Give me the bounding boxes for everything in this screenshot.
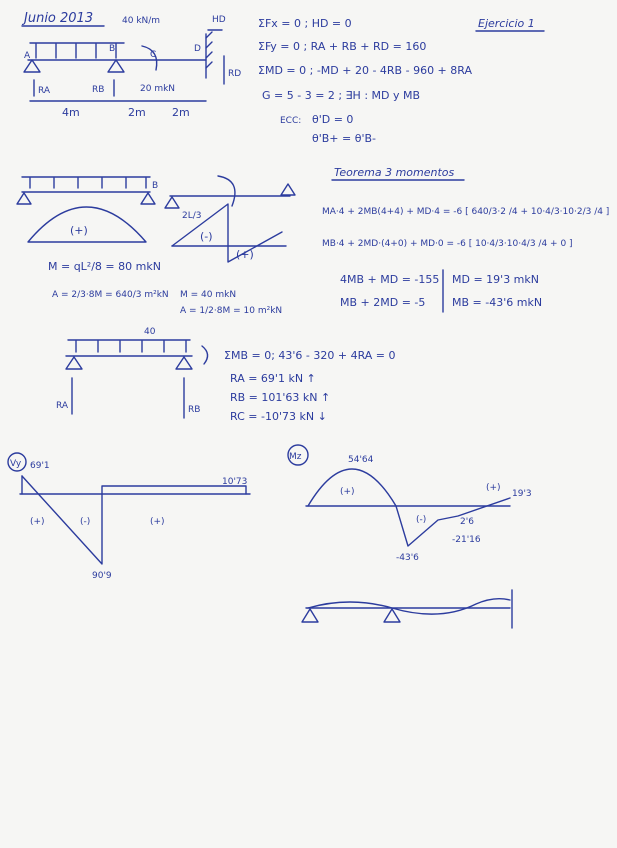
- eq-hyperstatic-degree: G = 5 - 3 = 2 ; ∃H : MD y MB: [262, 89, 421, 102]
- support-a-icon: [24, 60, 40, 72]
- load-40: 40: [144, 327, 156, 337]
- formula-m: M = qL²/8 = 80 mkN: [48, 260, 161, 273]
- support-3a-icon: [165, 197, 179, 208]
- eq-sum-mb: ΣMB = 0; 43'6 - 320 + 4RA = 0: [224, 349, 396, 362]
- moment-sign-2: (-): [416, 515, 427, 525]
- deflected-shape: [302, 590, 512, 628]
- shear-sign-1: (+): [30, 517, 45, 527]
- ra-label-2: RA: [56, 401, 69, 411]
- moment-label: Mz: [289, 452, 302, 462]
- reaction-ra: RA = 69'1 kN ↑: [230, 372, 316, 385]
- moment-diagram: [288, 445, 532, 563]
- equilibrium-block: [258, 17, 472, 145]
- moment-arc-2-icon: [218, 176, 235, 206]
- load-arrows: [36, 44, 116, 58]
- moment-label: 20 mkN: [140, 84, 176, 94]
- load-arrows-2: [30, 178, 146, 188]
- dim-4m: 4m: [62, 106, 80, 119]
- formula-m2: M = 40 mkN: [180, 290, 237, 300]
- support-2a-icon: [17, 193, 31, 204]
- three-moments-eq-1: MA·4 + 2MB(4+4) + MD·4 = -6 [ 640/3·2 /4 + 10·4/3·10·2/3 /4 ]: [322, 207, 610, 217]
- moment-m1: 54'64: [348, 455, 374, 465]
- rb-label-2: RB: [188, 405, 201, 415]
- moment-sign-3: (+): [486, 483, 501, 493]
- load-arrows-3: [76, 341, 186, 352]
- wall-hatch-icon: [206, 32, 212, 68]
- support-4b-icon: [176, 357, 192, 369]
- system-eq-1: 4MB + MD = -155: [340, 273, 440, 286]
- shear-v1: 69'1: [30, 461, 50, 471]
- support-def-a-icon: [302, 609, 318, 622]
- exercise-label: Ejercicio 1: [478, 17, 535, 30]
- rb-label: RB: [92, 85, 105, 95]
- support-4a-icon: [66, 357, 82, 369]
- node-b: B: [109, 44, 116, 54]
- reactions-sketch: [56, 327, 396, 423]
- deflection-curve: [308, 599, 510, 614]
- sign-plus-1: (+): [70, 224, 88, 237]
- shear-v2: 10'73: [222, 477, 248, 487]
- support-2b-icon: [141, 193, 155, 204]
- three-moments-block: [322, 166, 609, 312]
- load-label: 40 kN/m: [122, 16, 161, 26]
- sign-minus-1: (-): [200, 230, 213, 243]
- beam-sketch: [24, 15, 241, 119]
- support-3b-icon: [281, 184, 295, 195]
- ra-label: RA: [38, 86, 51, 96]
- three-moments-heading: Teorema 3 momentos: [334, 166, 455, 179]
- moment-arc-3-icon: [202, 346, 208, 364]
- shear-sign-3: (+): [150, 517, 165, 527]
- exam-title: Junio 2013: [24, 11, 94, 26]
- support-b-icon: [108, 60, 124, 72]
- length-label: 2L/3: [182, 211, 202, 221]
- eq-sum-fy: ΣFy = 0 ; RA + RB + RD = 160: [258, 40, 427, 53]
- shear-diagram: [8, 453, 250, 581]
- support-def-b-icon: [384, 609, 400, 622]
- ecc-label: ECC:: [280, 116, 302, 126]
- shear-label: Vy: [10, 459, 22, 469]
- formula-a: A = 2/3·8M = 640/3 m²kN: [52, 290, 169, 300]
- ecc-line-1: θ'D = 0: [312, 113, 354, 126]
- shear-right-block: [102, 486, 246, 494]
- moment-m2: 19'3: [512, 489, 532, 499]
- system-eq-2: MB + 2MD = -5: [340, 296, 426, 309]
- three-moments-eq-2: MB·4 + 2MD·(4+0) + MD·0 = -6 [ 10·4/3·10·4/3 /4 + 0 ]: [322, 239, 573, 249]
- node-d: D: [194, 44, 201, 54]
- hd-label: HD: [212, 15, 226, 25]
- sign-plus-2: (+): [236, 248, 254, 261]
- moment-sign-1: (+): [340, 487, 355, 497]
- eq-sum-fx: ΣFx = 0 ; HD = 0: [258, 17, 352, 30]
- node-c: C: [150, 50, 157, 60]
- result-md: MD = 19'3 mkN: [452, 273, 540, 286]
- moment-m4: 2'6: [460, 517, 474, 527]
- ecc-line-2: θ'B+ = θ'B-: [312, 132, 376, 145]
- rd-label: RD: [228, 69, 242, 79]
- node-a: A: [24, 51, 31, 61]
- eq-sum-md: ΣMD = 0 ; -MD + 20 - 4RB - 960 + 8RA: [258, 64, 472, 77]
- shear-sign-2: (-): [80, 517, 91, 527]
- reaction-rb: RB = 101'63 kN ↑: [230, 391, 331, 404]
- result-mb: MB = -43'6 mkN: [452, 296, 543, 309]
- moment-m5: -21'16: [452, 535, 481, 545]
- dim-2m-b: 2m: [172, 106, 190, 119]
- shear-v3: 90'9: [92, 571, 112, 581]
- dim-2m-a: 2m: [128, 106, 146, 119]
- moment-area-sketch: [17, 176, 295, 316]
- moment-m3: -43'6: [396, 553, 419, 563]
- node-b-2: B: [152, 181, 159, 191]
- reaction-rc: RC = -10'73 kN ↓: [230, 410, 327, 423]
- formula-a2: A = 1/2·8M = 10 m²kN: [180, 306, 283, 316]
